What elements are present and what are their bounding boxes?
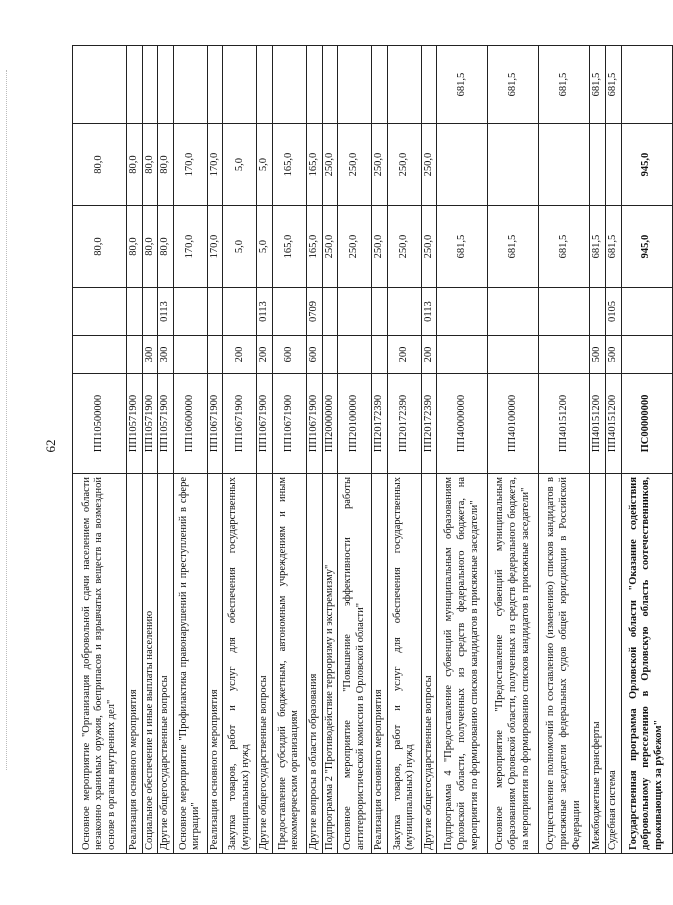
cell-target-code: ПП10571900 (127, 374, 143, 474)
cell-section-code (272, 288, 306, 336)
table-row (488, 46, 539, 854)
cell-amount-regional: 170,0 (207, 124, 223, 206)
cell-target-code: ПП40151200 (539, 374, 590, 474)
cell-amount-regional (437, 124, 488, 206)
cell-section-code (387, 288, 421, 336)
cell-amount-total: 80,0 (73, 206, 127, 288)
cell-section-code (590, 288, 606, 336)
page-number: 62 (43, 439, 58, 453)
cell-target-code: ПП40151200 (605, 374, 621, 474)
cell-target-code: ПП20172390 (421, 374, 437, 474)
cell-amount-federal: 681,5 (488, 46, 539, 124)
cell-section-code: 0113 (257, 288, 273, 336)
cell-amount-federal (257, 46, 273, 124)
cell-amount-regional: 250,0 (372, 124, 388, 206)
cell-amount-total: 681,5 (590, 206, 606, 288)
cell-target-code: ПП10671900 (207, 374, 223, 474)
cell-amount-federal (223, 46, 257, 124)
cell-name: Основное мероприятие "Профилактика правонарушений и преступлений в сфере миграции" (173, 474, 207, 854)
table-row (421, 46, 437, 854)
cell-amount-regional: 945,0 (621, 124, 672, 206)
cell-section-code (127, 288, 143, 336)
cell-amount-total: 170,0 (173, 206, 207, 288)
table-row (272, 46, 306, 854)
cell-amount-federal (338, 46, 372, 124)
cell-expense-type (338, 336, 372, 374)
budget-table (72, 45, 673, 854)
cell-expense-type (621, 336, 672, 374)
cell-name: Основное мероприятие "Повышение эффективности работы антитеррористической комиссии в Орловской области" (338, 474, 372, 854)
cell-expense-type: 600 (272, 336, 306, 374)
cell-amount-regional: 250,0 (421, 124, 437, 206)
cell-name: Предоставление субсидий бюджетным, автономным учреждениям и иным некоммерческим организациям (272, 474, 306, 854)
cell-target-code: ПП40151200 (590, 374, 606, 474)
table-row (338, 46, 372, 854)
cell-amount-total: 681,5 (488, 206, 539, 288)
cell-amount-total: 5,0 (257, 206, 273, 288)
cell-amount-federal (322, 46, 338, 124)
cell-name: Другие вопросы в области образования (306, 474, 322, 854)
table-row (372, 46, 388, 854)
cell-expense-type (207, 336, 223, 374)
cell-amount-regional: 170,0 (173, 124, 207, 206)
table-row (127, 46, 143, 854)
cell-amount-federal (73, 46, 127, 124)
cell-target-code: ПП10571900 (142, 374, 158, 474)
cell-expense-type: 600 (306, 336, 322, 374)
cell-amount-total: 165,0 (306, 206, 322, 288)
cell-amount-regional: 80,0 (127, 124, 143, 206)
cell-amount-federal: 681,5 (437, 46, 488, 124)
cell-amount-federal (272, 46, 306, 124)
cell-section-code: 0113 (421, 288, 437, 336)
cell-amount-regional: 80,0 (158, 124, 174, 206)
cell-section-code (322, 288, 338, 336)
table-row (605, 46, 621, 854)
cell-expense-type: 200 (387, 336, 421, 374)
cell-name: Закупка товаров, работ и услуг для обеспечения государственных (муниципальных) нужд (223, 474, 257, 854)
table-row (173, 46, 207, 854)
table-row (223, 46, 257, 854)
cell-amount-regional: 80,0 (142, 124, 158, 206)
cell-name: Подпрограмма 2 "Противодействие терроризму и экстремизму" (322, 474, 338, 854)
cell-section-code (173, 288, 207, 336)
cell-amount-federal: 681,5 (605, 46, 621, 124)
cell-amount-total: 681,5 (539, 206, 590, 288)
cell-amount-total: 250,0 (421, 206, 437, 288)
cell-section-code (488, 288, 539, 336)
cell-amount-federal (207, 46, 223, 124)
cell-amount-federal (173, 46, 207, 124)
cell-name: Социальное обеспечение и иные выплаты населению (142, 474, 158, 854)
cell-amount-federal (421, 46, 437, 124)
cell-expense-type: 200 (223, 336, 257, 374)
budget-table-rotated (72, 46, 664, 854)
cell-name: Основное мероприятие "Организация добровольной сдачи населением области незаконно хранимых оружия, боеприпасов и взрывчатых веществ на возмездной основе в органы внутренних дел" (73, 474, 127, 854)
cell-expense-type: 300 (142, 336, 158, 374)
cell-amount-regional (605, 124, 621, 206)
cell-section-code: 0113 (158, 288, 174, 336)
cell-expense-type (73, 336, 127, 374)
cell-amount-federal (387, 46, 421, 124)
cell-amount-total: 170,0 (207, 206, 223, 288)
table-body (73, 46, 673, 854)
cell-amount-total: 250,0 (387, 206, 421, 288)
cell-name: Другие общегосударственные вопросы (257, 474, 273, 854)
cell-target-code: ПП40100000 (488, 374, 539, 474)
table-row (207, 46, 223, 854)
cell-amount-total: 80,0 (142, 206, 158, 288)
cell-amount-regional (590, 124, 606, 206)
cell-target-code: ПС00000000 (621, 374, 672, 474)
cell-amount-federal (127, 46, 143, 124)
cell-amount-total: 165,0 (272, 206, 306, 288)
cell-name: Другие общегосударственные вопросы (421, 474, 437, 854)
cell-amount-regional: 80,0 (73, 124, 127, 206)
cell-section-code (621, 288, 672, 336)
cell-amount-federal (372, 46, 388, 124)
cell-amount-total: 250,0 (338, 206, 372, 288)
cell-amount-total: 5,0 (223, 206, 257, 288)
cell-target-code: ПП10671900 (272, 374, 306, 474)
cell-name: Реализация основного мероприятия (372, 474, 388, 854)
cell-target-code: ПП20000000 (322, 374, 338, 474)
cell-amount-regional: 165,0 (272, 124, 306, 206)
table-row (322, 46, 338, 854)
cell-target-code: ПП20172390 (372, 374, 388, 474)
table-row (306, 46, 322, 854)
cell-target-code: ПП10600000 (173, 374, 207, 474)
cell-target-code: ПП20100000 (338, 374, 372, 474)
cell-expense-type (372, 336, 388, 374)
cell-section-code (73, 288, 127, 336)
cell-name: Другие общегосударственные вопросы (158, 474, 174, 854)
cell-amount-total: 80,0 (158, 206, 174, 288)
cell-amount-regional: 250,0 (338, 124, 372, 206)
cell-section-code (207, 288, 223, 336)
cell-expense-type: 500 (590, 336, 606, 374)
cell-amount-total: 250,0 (372, 206, 388, 288)
cell-amount-regional: 250,0 (387, 124, 421, 206)
cell-name: Судебная система (605, 474, 621, 854)
scan-edge-mark (6, 70, 11, 770)
cell-expense-type: 200 (421, 336, 437, 374)
cell-amount-federal (158, 46, 174, 124)
cell-section-code (142, 288, 158, 336)
cell-amount-regional (539, 124, 590, 206)
cell-expense-type (488, 336, 539, 374)
table-row (73, 46, 127, 854)
table-row (158, 46, 174, 854)
cell-amount-regional: 165,0 (306, 124, 322, 206)
cell-amount-federal: 681,5 (539, 46, 590, 124)
cell-amount-federal (142, 46, 158, 124)
table-row (621, 46, 672, 854)
cell-name: Основное мероприятие "Предоставление субвенций муниципальным образованиям Орловской области, полученных из средств федерального бюджета, на мероприятия по формированию списков кандидатов в присяжные заседатели" (488, 474, 539, 854)
cell-amount-total: 681,5 (437, 206, 488, 288)
cell-section-code (539, 288, 590, 336)
cell-expense-type: 500 (605, 336, 621, 374)
cell-expense-type (173, 336, 207, 374)
cell-amount-federal (621, 46, 672, 124)
cell-expense-type (322, 336, 338, 374)
cell-expense-type: 300 (158, 336, 174, 374)
cell-target-code: ПП10671900 (257, 374, 273, 474)
cell-name: Подпрограмма 4 "Предоставление субвенций муниципальным образованиям Орловской области, полученных из средств федерального бюджета, на мероприятия по формированию списков кандидатов в присяжные заседатели" (437, 474, 488, 854)
cell-expense-type (539, 336, 590, 374)
cell-name: Осуществление полномочий по составлению (изменению) списков кандидатов в присяжные заседатели федеральных судов общей юрисдикции в Российской Федерации (539, 474, 590, 854)
cell-amount-federal: 681,5 (590, 46, 606, 124)
cell-section-code (372, 288, 388, 336)
cell-target-code: ПП20172390 (387, 374, 421, 474)
cell-section-code (437, 288, 488, 336)
cell-expense-type (437, 336, 488, 374)
cell-section-code: 0709 (306, 288, 322, 336)
cell-amount-federal (306, 46, 322, 124)
cell-target-code: ПП10500000 (73, 374, 127, 474)
table-row (257, 46, 273, 854)
cell-amount-total: 681,5 (605, 206, 621, 288)
cell-name: Закупка товаров, работ и услуг для обеспечения государственных (муниципальных) нужд (387, 474, 421, 854)
cell-target-code: ПП10671900 (306, 374, 322, 474)
cell-amount-total: 80,0 (127, 206, 143, 288)
cell-amount-total: 945,0 (621, 206, 672, 288)
cell-expense-type: 200 (257, 336, 273, 374)
cell-amount-regional: 5,0 (257, 124, 273, 206)
cell-section-code (223, 288, 257, 336)
table-row (142, 46, 158, 854)
cell-name: Межбюджетные трансферты (590, 474, 606, 854)
table-row (539, 46, 590, 854)
cell-name: Реализация основного мероприятия (207, 474, 223, 854)
table-row (590, 46, 606, 854)
cell-amount-regional: 5,0 (223, 124, 257, 206)
cell-amount-regional: 250,0 (322, 124, 338, 206)
cell-expense-type (127, 336, 143, 374)
cell-target-code: ПП10671900 (223, 374, 257, 474)
cell-target-code: ПП40000000 (437, 374, 488, 474)
table-row (437, 46, 488, 854)
cell-target-code: ПП10571900 (158, 374, 174, 474)
cell-name: Государственная программа Орловской области "Оказание содействия добровольному переселению в Орловскую область соотечественников, проживающих за рубежом" (621, 474, 672, 854)
cell-name: Реализация основного мероприятия (127, 474, 143, 854)
cell-amount-total: 250,0 (322, 206, 338, 288)
cell-section-code (338, 288, 372, 336)
cell-section-code: 0105 (605, 288, 621, 336)
table-row (387, 46, 421, 854)
cell-amount-regional (488, 124, 539, 206)
